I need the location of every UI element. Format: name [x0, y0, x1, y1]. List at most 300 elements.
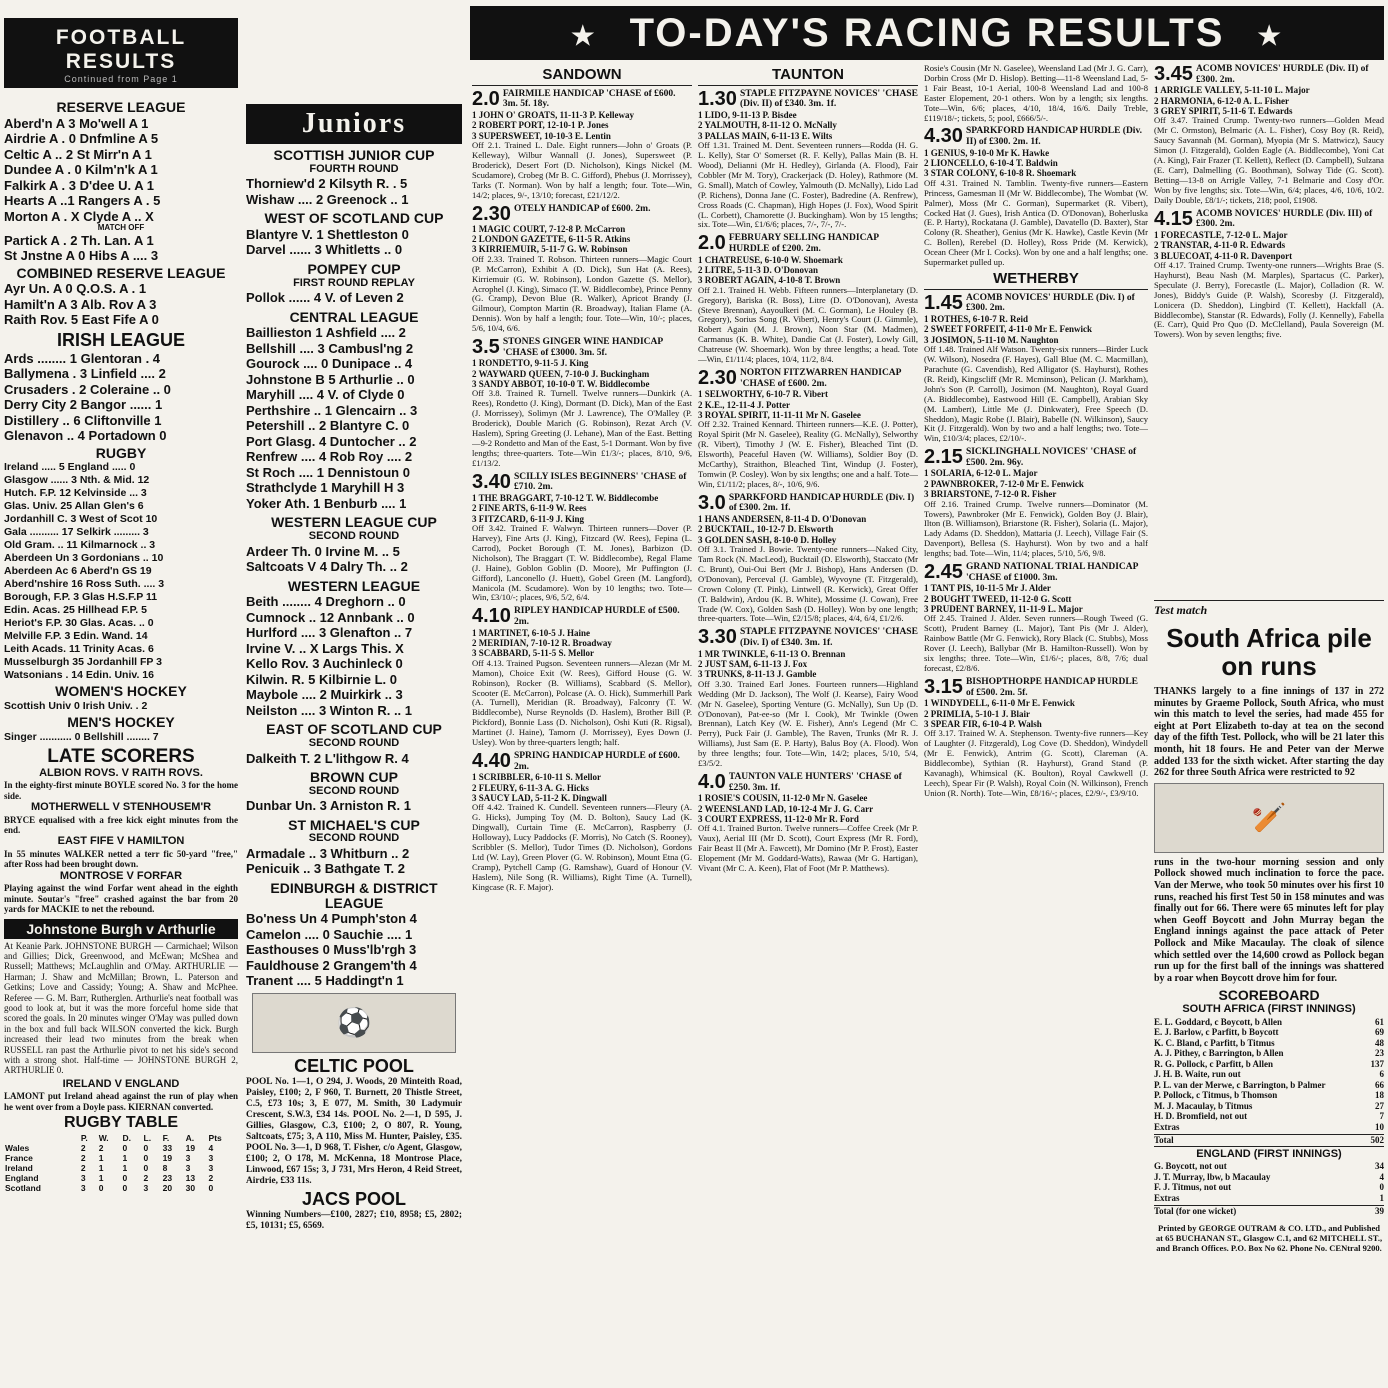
eng-total-row	[1154, 1205, 1384, 1217]
eng-innings-title: ENGLAND (FIRST INNINGS)	[1196, 1147, 1342, 1160]
runs: 27	[1375, 1100, 1384, 1111]
table-cell: 2	[80, 1152, 86, 1163]
race-title-line	[924, 126, 1148, 147]
result-row: Ardeer Th. 0 Irvine M. .. 5	[246, 543, 400, 559]
race-title-line	[472, 751, 692, 772]
race-placing: 3 JOSIMON, 5-11-10 M. Naughton	[924, 334, 1059, 345]
race-report: Off 3.47. Trained Crump. Twenty-two runners—Golden Mead (Mr C. Ormston), Belmaric (A. L. Fisher), Cosy Boy (R. Reid), Saucy Savannah (M. Gorman), Myopia (Mr S. Mattwicz), Saucy Simon (J. Fitzgerald), Golden Eagle (A. Biddlecombe), Yoni Cat (A. King), Fair Frazer (T. Kellett), Reflect (D. Campbell), Sulzana (E. Carr), Dalmelling (G. Boothman), Solway Tide (G. Scott). Betting—13-8 on Arrigle Valley, 7-1 Belmarie and Cosy d'Or. Won by five lengths; six. Tote—Win, 6/4; places, 4/6, 10/6, 10/2. Daily Double, £8/1/-; tickets, 218; pool, £1908.	[1154, 115, 1384, 205]
meeting-name: SANDOWN	[472, 67, 692, 86]
junior-section-round: SECOND ROUND	[308, 736, 400, 749]
irish-league-title: IRISH LEAGUE	[56, 329, 185, 350]
junior-section-title: BROWN CUP	[310, 769, 398, 785]
race-title: TAUNTON VALE HUNTERS' 'CHASE of £250. 3m. 1f.	[728, 771, 902, 793]
junior-section-round: FIRST ROUND REPLAY	[293, 276, 415, 289]
race-report: Rosie's Cousin (Mr N. Gaselee), Weensland Lad (Mr J. G. Carr), Dorbin Cross (Mr D. Hislop). Betting—11-8 Weensland Lad, 5-1 Fair Beast, 10-1 Aerial, 100-8 Weensland Lad and 100-8 Easter Elopement, 20-1 others. Won by a length; six lengths. Tote—Win, 6/6; places, 4/10, 18/4, 16/6. Daily Treble, £119/18/-; tickets, 5; pool, £666/5/-.	[924, 64, 1148, 123]
race-time: 3.40	[472, 470, 511, 493]
table-cell: 3	[185, 1162, 191, 1173]
racing-col-sandown	[472, 64, 692, 1388]
table-cell: 3	[80, 1172, 86, 1183]
race-report: Off 2.33. Trained T. Robson. Thirteen runners—Magic Court (P. McCarron), Exhibit A (D. Dick), Sun Hat (A. Rees), Kirriemuir (G. W. Robinson), London Gazette (S. Mellor), Acrophel (J. King), Simaco (T. W. Biddlecombe), Prince Penny (G. Cramp), Devon Blue (R. Walker), Apricot Brandy (J. Gilmour), Compton Martin (R. Broadway), Italian Flame (A. Dennis). Won by half a length; four. Tote—Win, 10/-; places, 5/6, 10/4, 6/6.	[472, 253, 692, 334]
race-time: 1.45	[924, 291, 963, 314]
scoreboard-row	[1154, 1182, 1384, 1193]
race-result	[698, 493, 918, 625]
result-row: Glasgow ...... 3 Nth. & Mid. 12	[4, 474, 150, 487]
sa-total-label: Total	[1154, 1135, 1174, 1146]
result-row: Dalkeith T. 2 L'lithgow R. 4	[246, 750, 409, 766]
result-row: Borough, F.P. 3 Glas H.S.F.P 11	[4, 591, 158, 604]
result-row: Bellshill .... 3 Cambusl'ng 2	[246, 340, 414, 356]
result-row: Irvine V. .. X Largs This. X	[246, 640, 404, 656]
result-row: Renfrew .... 4 Rob Roy .... 2	[246, 449, 413, 465]
race-placing: 3 KIRRIEMUIR, 5-11-7 G. W. Robinson	[472, 244, 628, 255]
result-row: Johnstone B 5 Arthurlie .. 0	[246, 371, 415, 387]
late-scorer-head: MOTHERWELL V STENHOUSEM'R	[30, 801, 212, 814]
result-row: Falkirk A . 3 D'dee U. A 1	[4, 177, 154, 193]
result-row: St Jnstne A 0 Hibs A .... 3	[4, 248, 159, 264]
table-header-cell: P.	[80, 1132, 88, 1143]
race-report: Off 4.17. Trained Crump. Twenty-one runners—Wrights Brae (S. Hayhurst), Beau Nash (M. Marples), Spartacus (C. Parker), Speculate (J. Berry), Forecastle (L. Major), Colladion (R. W. Jones), Biddy's Guide (P. Walsh), Scoresby (J. Fitzgerald), Lonicera (D. Sheddon), Lingbird (T. Kellett), Hackfall (A. Biddlecombe), Stanstar (R. Edwards), Folly (J. Kennelly), Fabella (E. Carr), Quid Pro Quo (D. McClelland), Paula Sovereign (M. Towers). Won by seven lengths; five.	[1154, 259, 1384, 340]
celtic-pool-body: POOL No. 1—1, O 294, J. Woods, 20 Minteith Road, Paisley, £100; 2, F 960, T. Burnett, 20 Thistle Street, C.5, £73 10s; 3, E 077, M. Smith, 30 Ladymuir Crescent, S.W.3, £34 14s. POOL No. 2—1, D 595, J. Gillies, Glasgow, C.3, £100; 2, O 807, R. Young, Saltcoats, £75; 3, A 110, Miss M. Hunter, Paisley, £35. POOL No. 3—1, D 968, T. Fisher, c/o Agent, Glasgow, £100; 2, O 178, M. McKenna, 18 Montrose Place, Linwood, £67 15s; 3, J 731, Mrs Heron, 4 Reid Street, Airdrie, £33 11s.	[246, 1076, 462, 1186]
table-header-cell	[4, 1133, 80, 1143]
test-match-body-1: THANKS largely to a fine innings of 137 in 272 minutes by Graeme Pollock, South Africa, who must win this match to level the series, had made 455 for eight at Port Elizabeth to-day at tea on the second day of the fifth Test. Pollock, who will be 21 later this month, hit 18 fours. He and Peter van der Merwe added 133 for the sixth wicket. After starting the day 262 for three South Africa were restricted to 92	[1154, 686, 1384, 779]
race-time: 2.30	[472, 202, 511, 225]
race-result	[472, 204, 692, 334]
race-title: FEBRUARY SELLING HANDICAP HURDLE of £200. 2m.	[728, 233, 879, 254]
junior-section-title: EDINBURGH & DISTRICT LEAGUE	[270, 879, 438, 911]
race-placing: 3 ROYAL SPIRIT, 11-11-11 Mr N. Gaselee	[698, 409, 861, 420]
race-placing: 3 SUPERSWEET, 10-10-3 E. Lentin	[472, 130, 611, 141]
table-cell: 1	[122, 1152, 128, 1163]
race-report: Off 2.1. Trained H. Webb. Fifteen runners—Interplanetary (D. Gregory), Bariska (R. Boss), Litre (D. O'Donovan), Avesta (Steve Brennan), Aayoulkeri (M. C. Gorman), Le Houley (B. Gregory), Sorius Song (R. Vibert), Henry's Court (J. Gimmle), Robert Again (M. J. Brown), Noon Star (M. Madmen), Carmanus (K. B. White), Dandie Cat (J. Foster), Lowly Gill, Chatreuse (W. Shoemark). Won by three lengths; a head. Tote—Win, £1/11/4; places, 10/4, 11/2, 8/4.	[698, 284, 918, 365]
late-scorer-head: EAST FIFE V HAMILTON	[57, 835, 185, 848]
table-cell: 20	[162, 1182, 173, 1193]
table-cell: England	[5, 1172, 39, 1183]
table-cell: Ireland	[5, 1162, 33, 1173]
race-placing: 2 FLEURY, 6-11-3 A. G. Hicks	[472, 782, 589, 793]
match-off-note: MATCH OFF	[97, 223, 145, 233]
table-cell: 2	[80, 1142, 86, 1153]
result-row: Maybole .... 2 Muirkirk .. 3	[246, 687, 403, 703]
race-time: 3.15	[924, 675, 963, 698]
table-cell: 2	[143, 1172, 149, 1183]
table-row	[4, 1143, 238, 1153]
table-cell: 19	[185, 1142, 196, 1153]
race-report: Off 2.45. Trained J. Alder. Seven runners—Rough Tweed (G. Scott), Prudent Barney (L. Major), Tant Pis (Mr J. Alder), Rainbow Battle (Mr G. Fenwick), Rory Black (C. Stubbs), Moss Rover (J. Leech), Ballybar (Mr B. Hamilton-Russell). Won by six lengths; three. Tote—Win, £1/6/-; places, 8/8, 7/6; dual forecast, £2/8/6.	[924, 613, 1148, 673]
race-report: Off 1.48. Trained Alf Watson. Twenty-six runners—Birder Luck (W. Wilson), Nosedra (F. Hayes), Gall Blue (M. C. Macmillan), Parachute (G. Cavendish), Red Alligator (S. Hayhurst), Rothes (R. Reid), Kingscliff (Mr R. Mcminson), Pelican (J. Markham), John's Son (P. Carroll), Josimon (M. Naughton), Royal Guard (A. Biddlecombe), Eastwood Hill (E. Campbell), Arabian Sky (M. Lambert), Little Me (J. Dinkwater), Free Speech (D. Sheddon), Magic Robe (J. Blair), Babelle (N. Wilkinson), Saucy Kit (J. Fitzgerald). Won by two and a half lengths; two. Tote—Win, £10/3/4; places, £2/10/-.	[924, 344, 1148, 444]
race-placing: 1 FORECASTLE, 7-12-0 L. Major	[1154, 229, 1288, 240]
scoreboard-row	[1154, 1122, 1384, 1133]
race-time: 2.15	[924, 446, 963, 469]
race-placing: 1 MARTINET, 6-10-5 J. Haine	[472, 627, 591, 638]
meeting-name: TAUNTON	[698, 67, 918, 86]
race-time: 4.0	[698, 770, 726, 793]
rugby-table-title: RUGBY TABLE	[63, 1114, 179, 1132]
race-report: Off 3.1. Trained J. Bowie. Twenty-one runners—Naked City, Tam Rock (N. MacLeod), Bucktail (D. Elsworth), Staccato (Mr C. Brunt), Oui-Oui Bert (Mr J. Bishop), Hans Andersen (D. O'Donovan), Perceval (J. Gamble), Wyvoyne (T. Fitzgerald), Crown Colony (T. Pink), Lintwell (R. Kerwick), Great Offer (T. Baldwin), Ardou (K. B. White), Mossime (J. Cowan), Free Trade (W. Cox), Golden Sash (D. Holley). Won by one length; three-quarters. Tote—Win, £2/15/8; places, 4/4, 6/4, £1/2/6.	[698, 544, 918, 624]
race-placing: 3 SANDY ABBOT, 10-10-0 T. W. Biddlecombe	[472, 379, 650, 390]
result-row: Blantyre V. 1 Shettleston 0	[246, 226, 409, 242]
scoreboard-row	[1154, 1161, 1384, 1172]
batsman: P. L. van der Merwe, c Barrington, b Palmer	[1154, 1079, 1326, 1090]
table-cell: 0	[98, 1182, 104, 1193]
race-title-line	[1154, 209, 1384, 230]
race-title-line	[698, 368, 918, 389]
star-icon-left: ★	[571, 20, 597, 51]
race-placing: 3 BLUECOAT, 4-11-0 R. Davenport	[1154, 250, 1293, 261]
table-header-cell: D.	[122, 1132, 132, 1143]
runs: 61	[1375, 1016, 1384, 1027]
result-row: Aberdeen Un 3 Gordonians .. 10	[4, 552, 164, 565]
result-row: Hutch. F.P. 12 Kelvinside ... 3	[4, 487, 147, 500]
result-row: St Roch .... 1 Dennistoun 0	[246, 464, 410, 480]
table-cell: 3	[208, 1162, 214, 1173]
race-placing: 3 PALLAS MAIN, 6-11-13 E. Wilts	[698, 130, 833, 141]
result-row: Partick A . 2 Th. Lan. A 1	[4, 232, 154, 248]
table-cell: 30	[185, 1182, 196, 1193]
race-placing: 3 GOLDEN SASH, 8-10-0 D. Holley	[698, 534, 837, 545]
race-time: 2.45	[924, 561, 963, 584]
race-time: 3.45	[1154, 64, 1193, 85]
race-title: ACOMB NOVICES' HURDLE (Div. II) of £300. 2m.	[1195, 64, 1369, 85]
table-cell: 0	[122, 1172, 128, 1183]
batsman: Extras	[1154, 1121, 1180, 1132]
race-result	[698, 368, 918, 490]
late-scorer-body: In 55 minutes WALKER netted a terr fic 50-yard "free," after Ross had been brought down.	[4, 848, 238, 870]
result-row: Pollok ...... 4 V. of Leven 2	[246, 290, 404, 306]
batsman: J. T. Murray, lbw, b Macaulay	[1154, 1171, 1271, 1182]
race-time: 3.5	[472, 336, 500, 359]
race-title: SPARKFORD HANDICAP HURDLE (Div. II) of £300. 2m. 1f.	[965, 126, 1143, 148]
race-placing: 1 SELWORTHY, 6-10-7 R. Vibert	[698, 389, 829, 400]
race-placing: 1 HANS ANDERSEN, 8-11-4 D. O'Donovan	[698, 513, 867, 524]
result-row: Dundee A . 0 Kilm'n'k A 1	[4, 162, 158, 178]
race-title: BISHOPTHORPE HANDICAP HURDLE of £500. 2m. 5f.	[965, 676, 1139, 698]
football-banner-title: FOOTBALL RESULTS	[55, 26, 187, 73]
scoreboard-row	[1154, 1017, 1384, 1028]
result-row: Aberdeen Ac 6 Aberd'n GS 19	[4, 565, 152, 578]
result-row: Maryhill .... 4 V. of Clyde 0	[246, 387, 405, 403]
race-result	[698, 89, 918, 231]
junior-section-title: WESTERN LEAGUE	[287, 577, 421, 594]
result-row: Hurlford .... 3 Glenafton .. 7	[246, 625, 413, 641]
runs: 4	[1379, 1171, 1384, 1182]
scoreboard-row	[1154, 1090, 1384, 1101]
race-placing: 1 SOLARIA, 6-12-0 L. Major	[924, 468, 1038, 479]
rugby-rows	[4, 461, 238, 682]
racing-col-taunton-wetherby	[924, 64, 1148, 1388]
batsman: P. Pollock, c Titmus, b Thomson	[1154, 1090, 1278, 1101]
test-match-kicker: Test match	[1154, 603, 1208, 617]
table-cell: 0	[122, 1182, 128, 1193]
race-placing: 2 K.E., 12-11-4 J. Potter	[698, 399, 790, 410]
jacs-pool-body: Winning Numbers—£100, 2827; £10, 8958; £5, 2802; £5, 10131; £5, 6569.	[246, 1209, 462, 1231]
late-scorer-head: MONTROSE V FORFAR	[59, 869, 183, 882]
result-row: Gourock .... 0 Dunipace .. 4	[246, 356, 413, 372]
race-placing: 3 SCABBARD, 5-11-5 S. Mellor	[472, 648, 594, 659]
junior-section-round: SECOND ROUND	[308, 784, 400, 797]
table-header-cell: Pts	[208, 1132, 222, 1143]
result-row: Ireland ..... 5 England ..... 0	[4, 461, 136, 474]
result-row: Cumnock .. 12 Annbank .. 0	[246, 609, 415, 625]
cricket-icon: 🏏	[1251, 802, 1287, 834]
race-placing: 2 PRIMLIA, 5-10-1 J. Blair	[924, 708, 1030, 719]
combined-reserve-rows	[4, 281, 238, 328]
batsman: R. G. Pollock, c Parfitt, b Allen	[1154, 1058, 1273, 1069]
race-title-line	[472, 606, 692, 627]
race-title: FAIRMILE HANDICAP 'CHASE of £600. 3m. 5f. 18y.	[502, 88, 676, 110]
late-scorer-head: ALBION ROVS. V RAITH ROVS.	[39, 766, 203, 779]
sa-total-row	[1154, 1134, 1384, 1147]
scoreboard-row	[1154, 1038, 1384, 1049]
race-report: Off 2.32. Trained Kennard. Thirteen runners—K.E. (J. Potter), Royal Spirit (Mr N. Gaselee), Reality (G. McNally), Selworthy (R. Vibert), Timothy J (W. E. Fisher), Bleached Tint (D. Elsworth), Peaceful Haven (W. Williams), Soldier Boy (D. McCarthy), Straithon, Bleached Tint, Windup (J. Foster), Tomwin (P. Cosley). Won by six lengths; one and a half. Tote—Win, £1/11/2; places, 8/-, 10/6, 9/6.	[698, 419, 918, 489]
table-cell: 19	[162, 1152, 173, 1163]
race-time: 2.0	[472, 87, 500, 110]
table-cell: 0	[143, 1142, 149, 1153]
juniors-sections	[246, 148, 462, 989]
result-row: Kello Rov. 3 Auchinleck 0	[246, 656, 403, 672]
race-placing: 2 LIONCELLO, 6-10-4 T. Baldwin	[924, 158, 1058, 169]
race-placing: 1 ROSIE'S COUSIN, 11-12-0 Mr N. Gaselee	[698, 793, 868, 804]
race-report: Off 1.31. Trained M. Dent. Seventeen runners—Rodda (H. G. L. Kelly), Star O' Somerset (R. F. Kelly), Pallas Main (B. H. Wood), Delianni (Mr H. Hedley), Girlanda (A. Flood), Fair Cobbler (Mr M. Tory), Crackerjack (D. Holey), Rathmore (M. G. Small), Match of Cowley, Yalmouth (D. McNally), Lido Lad (P. Richens), Donna Jane (C. Foster), Badredine (A. Renfrew), Cross Roads (C. Chapman), High Hopes (J. Fox), Wood Spirit (L. Corbett), Chamorette (J. Buckingham). Won by 15 lengths; six. Tote—Win, £1/6/6; places, 7/-, 7/-, 7/-.	[698, 140, 918, 230]
race-time: 3.30	[698, 626, 737, 649]
race-title: NORTON FITZWARREN HANDICAP 'CHASE of £600. 2m.	[739, 367, 901, 389]
race-title: STAPLE FITZPAYNE NOVICES' 'CHASE (Div. II) of £340. 3m. 1f.	[739, 88, 918, 110]
result-row: Edin. Acas. 25 Hillhead F.P. 5	[4, 604, 147, 617]
imprint: Printed by GEORGE OUTRAM & CO. LTD., and Published at 65 BUCHANAN ST., Glasgow C.1, and 62 MITCHELL ST., and Branch Offices. P.O. Box No 62. Phone No. CENtral 9200.	[1155, 1222, 1383, 1254]
race-title-line	[698, 772, 918, 793]
scoreboard-row	[1154, 1111, 1384, 1122]
late-scorer-body: Playing against the wind Forfar went ahead in the eighth minute. Soutar's "free" crashed against the bar from 20 yards for MACKIE to net the rebound.	[4, 883, 238, 915]
race-title: RIPLEY HANDICAP HURDLE of £500. 2m.	[513, 606, 680, 627]
result-row: Hearts A ..1 Rangers A . 5	[4, 193, 161, 209]
result-row: Beith ........ 4 Dreghorn .. 0	[246, 594, 406, 610]
race-time: 4.40	[472, 749, 511, 772]
race-placing: 1 GENIUS, 9-10-0 Mr K. Hawke	[924, 147, 1050, 158]
race-placing: 2 HARMONIA, 6-12-0 A. L. Fisher	[1154, 95, 1289, 106]
race-result	[698, 772, 918, 874]
result-row: Airdrie A . 0 Dnfmline A 5	[4, 131, 159, 147]
result-row: Port Glasg. 4 Duntocher .. 2	[246, 433, 417, 449]
result-row: Hamilt'n A 3 Alb. Rov A 3	[4, 296, 157, 312]
race-result	[924, 64, 1148, 123]
table-cell: 3	[143, 1182, 149, 1193]
race-placing: 1 JOHN O' GROATS, 11-11-3 P. Kelleway	[472, 109, 635, 120]
race-report: Off 3.42. Trained F. Walwyn. Thirteen runners—Dover (P. Harvey), Fine Arts (J. King), Fitzcard (W. Rees), Fepina (L. Carrod), Pocket Borough (T. M. Jones), Barbizon (D. Nicholson), The Braggart (T. W. Biddlecombe), Regal Flame (J. Haine), Goblon Goblin (D. Moore), Mr Puffington (J. Gifford), Lanconello (J. Huett), Gobel Green (M. Langford), Manicola (M. Scudamore). Won by 10 lengths; two. Tote—Win, £3/10/-; places, 9/6, 5/2, 6/4.	[472, 523, 692, 603]
runs: 137	[1370, 1058, 1384, 1069]
result-row: Tranent .... 5 Haddingt'n 1	[246, 973, 404, 989]
race-report: Off 3.17. Trained W. A. Stephenson. Twenty-five runners—Key of Laughter (J. Fitzgerald), Log Cove (D. Sheddon), Windydell (Mr E. Fenwick), Antrim (G. Scott), Clareman (A. Biddlecombe), Sythian (R. Hayhurst), Grand Stand (P. Kavanagh), Whimsical (K. Boulton), Royal Cawkwell (J. Leech), Spear Fir (P. Walsh), Royal Coin (N. Wilkinson), French Union (R. North). Tote—Win, £8/16/-; places, £2/9/-, £3/9/10.	[924, 728, 1148, 798]
race-placing: 1 CHATREUSE, 6-10-0 W. Shoemark	[698, 254, 843, 265]
eng-total-value: 39	[1375, 1206, 1384, 1217]
race-report: Off 4.31. Trained N. Tamblin. Twenty-five runners—Eastern Princess, Gamesman II (Mr W. Biddlecombe), The Wombat (W. Palmer), Moss (Mr C. Gorman), Supermarket (R. Vibert), Cocked Hat (J. Gues), Irish Antica (D. O'Donovan), Boherluska (E. P. Harty), Rockatana (J. Gamble), Davatello (D. Baxter), Star Colony (R. Sheather), Genius (Mr K. Hawke), Castle Kevin (Mr C. Bollen), Rerebel (D. Holley), Ross Pride (M. Kerwick), Ocean Cheer (Mr I. Cocks). Won by one and a half lengths; one. Supermarket pulled up.	[924, 177, 1148, 268]
result-row: Camelon .... 0 Sauchie .... 1	[246, 926, 413, 942]
race-result	[472, 472, 692, 604]
result-row: Gala .......... 17 Selkirk ......... 3	[4, 526, 149, 539]
racing-banner	[470, 6, 1384, 60]
race-placing: 1 ROTHES, 6-10-7 R. Reid	[924, 313, 1029, 324]
junior-section-title: CENTRAL LEAGUE	[289, 308, 419, 325]
result-row: Jordanhill C. 3 West of Scot 10	[4, 513, 158, 526]
race-placing: 1 ARRIGLE VALLEY, 5-11-10 L. Major	[1154, 85, 1310, 96]
result-row: Old Gram. .. 11 Kilmarnock .. 3	[4, 539, 156, 552]
race-time: 1.30	[698, 87, 737, 110]
reserve-league-rows	[4, 116, 238, 264]
table-cell: France	[5, 1152, 33, 1163]
race-report: Off 2.1. Trained L. Dale. Eight runners—John o' Groats (P. Kelleway), Wilbur Wannall (J. Jones), Supersweet (P. Broderick), Desert Fort (D. Nicholson), Kings Nickel (M. Scudamore), Crobeg (Mr B. C. Gifford), Phebus (J. Morrissey), Tarks (T. Norman). Won by half a length; four. Tote—Win, 14/2; places, 9/-, 13/10; forecast, £21/12/2.	[472, 140, 692, 200]
johnstone-title: Johnstone Burgh v Arthurlie	[4, 919, 238, 939]
table-row	[4, 1173, 238, 1183]
race-title-line	[698, 89, 918, 110]
race-title-line	[924, 293, 1148, 314]
result-row: Darvel ...... 3 Whitletts .. 0	[246, 242, 403, 258]
race-time: 3.0	[698, 491, 726, 514]
table-cell: 2	[208, 1172, 214, 1183]
race-title-line	[472, 337, 692, 358]
table-row	[4, 1163, 238, 1173]
junior-section-round: SECOND ROUND	[308, 832, 400, 845]
football-column	[4, 0, 238, 1388]
race-title: ACOMB NOVICES' HURDLE (Div. III) of £300. 2m.	[1195, 208, 1373, 230]
table-cell: 2	[98, 1142, 104, 1153]
race-placing: 3 ROBERT AGAIN, 4-10-8 T. Brown	[698, 275, 841, 286]
batsman: E. L. Goddard, c Boycott, b Allen	[1154, 1016, 1283, 1027]
race-placing: 1 SCRIBBLER, 6-10-11 S. Mellor	[472, 772, 602, 783]
race-title-line	[698, 493, 918, 514]
race-report: Off 4.1. Trained Burton. Twelve runners—Coffee Creek (Mr P. Vaux), Aerial III (Mr D. Scott), Court Express (Mr R. Ford), Fair Beast II (Mr A. Fawcett), Mr Domino (Mr P. Frost), Easter Elopement (Mr M. Goddard-Watts), Rawaa (Mr G. Hartigan), Vivant (Mr C. A. Keen), Flat of Foot (Mr P. Matthews).	[698, 823, 918, 873]
batsman: M. J. Macaulay, b Titmus	[1154, 1100, 1253, 1111]
race-placing: 2 MERIDIAN, 7-10-12 R. Broadway	[472, 637, 612, 648]
result-row: Glenavon .. 4 Portadown 0	[4, 428, 167, 444]
table-cell: 23	[162, 1172, 173, 1183]
result-row: Baillieston 1 Ashfield .... 2	[246, 325, 406, 341]
eng-total-label: Total (for one wicket)	[1154, 1206, 1237, 1217]
race-placing: 3 COURT EXPRESS, 11-12-0 Mr R. Ford	[698, 813, 859, 824]
race-placing: 2 TRANSTAR, 4-11-0 R. Edwards	[1154, 240, 1286, 251]
table-cell: 1	[98, 1152, 104, 1163]
rugby-table	[4, 1133, 238, 1193]
race-placing: 2 YALMOUTH, 8-11-12 O. McNally	[698, 120, 837, 131]
racing-col-wetherby-cont	[1154, 64, 1384, 630]
race-result	[698, 627, 918, 769]
scoreboard-row	[1154, 1027, 1384, 1038]
race-title: STAPLE FITZPAYNE NOVICES' 'CHASE (Div. I) of £340. 3m. 1f.	[739, 627, 918, 648]
result-row: Saltcoats V 4 Dalry Th. .. 2	[246, 559, 408, 575]
reserve-league-title: RESERVE LEAGUE	[56, 99, 186, 115]
football-banner	[4, 18, 238, 88]
race-placing: 2 BOUGHT TWEED, 11-12-0 G. Scott	[924, 593, 1072, 604]
race-placing: 1 MAGIC COURT, 7-12-8 P. McCarron	[472, 223, 626, 234]
race-report: Off 3.8. Trained R. Turnell. Twelve runners—Dunkirk (A. Rees), Rondetto (J. King), Dormant (D. Dick), Man of the East (J. Morrissey), Solimyn (Mr J. Lawrence), The O'Malley (P. Broderick), Double Marich (G. Robinson), Rezat Arch (V. Haslem), Spring Greeting (J. Lehane), Man of the East. Betting—9-2 Rondetto and Man of the East, 5-1 Dormant. Won by five lengths; three-quarters. Tote—Win £1/3/-; places, 8/10, 9/6, £1/13/2.	[472, 388, 692, 468]
race-placing: 1 MR TWINKLE, 6-11-13 O. Brennan	[698, 648, 846, 659]
race-result	[924, 447, 1148, 559]
runs: 23	[1375, 1048, 1384, 1059]
runs: 7	[1379, 1111, 1384, 1122]
race-placing: 3 FITZCARD, 6-11-9 J. King	[472, 513, 585, 524]
johnstone-report: At Keanie Park. JOHNSTONE BURGH — Carmichael; Wilson and Gillies; Dick, Greenwood, and McEwan; McShea and Russell; Matthews; McLaughlin and O'May. ARTHURLIE — Harman; J. Shaw and McMillan; Brown, L. Paterson and Getkins; Love and Cassidy; Young; A. Shaw and McPhee. Referee — G. M. Barr, Rutherglen. Arthurlie's neat football was good to look at, but it was the more forceful home side that scored the goals. In 20 minutes winger O'May was pulled down in the box and full back WILSON converted the kick. Burgh increased their lead two minutes from the break when RUSSELL ran past the Arthurlie pivot to net his side's second with a strong shot. Half-time — JOHNSTONE BURGH 2, ARTHURLIE 0.	[4, 940, 238, 1076]
junior-section-round: FOURTH ROUND	[309, 162, 399, 175]
late-scorers-list	[4, 768, 238, 915]
celtic-pool-title: CELTIC POOL	[294, 1055, 414, 1076]
scoreboard-row	[1154, 1069, 1384, 1080]
table-cell: 0	[143, 1162, 149, 1173]
jacs-pool-title: JACS POOL	[301, 1188, 407, 1209]
table-header-cell: W.	[98, 1132, 109, 1143]
table-cell: 1	[98, 1162, 104, 1173]
race-time: 4.30	[924, 125, 963, 148]
rugby-title: RUGBY	[95, 444, 147, 461]
race-placing: 3 TRUNKS, 8-11-13 J. Gamble	[698, 669, 817, 680]
race-title-line	[698, 627, 918, 648]
race-placing: 2 PAWNBROKER, 7-12-0 Mr E. Fenwick	[924, 478, 1084, 489]
result-row: Morton A . X Clyde A .. X	[4, 208, 154, 224]
runs: 48	[1375, 1037, 1384, 1048]
race-report: Off 3.30. Trained Earl Jones. Fourteen runners—Highland Wedding (Mr D. Jackson), The Wolf (J. Kearse), Fairy Wood (Mr N. Gaselee), Sporting Venture (G. McNally), Sun Up (D. O'Donovan), Pat-ee-so (Mr I. Cook), Mr Twinkle (Owen Brennan), Latch Key (W. E. Fisher), Ann's Legend (Mr C. Perry), Puck Fair (J. Gamble), The Raven, Trunks (Mr R. J. Williams), Just Sam (E. P. Harty), Balus Boy (A. Flood). Won by three lengths; four. Tote—Win, 14/2; places, 5/10, 5/4, £3/5/2.	[698, 678, 918, 769]
race-title-line	[1154, 64, 1384, 85]
race-result	[698, 233, 918, 365]
result-row: Wishaw .... 2 Greenock .. 1	[246, 191, 409, 207]
table-cell: 4	[208, 1142, 214, 1153]
result-row: Bo'ness Un 4 Pumph'ston 4	[246, 911, 417, 927]
junior-section-title: ST MICHAEL'S CUP	[288, 816, 420, 833]
race-title: SCILLY ISLES BEGINNERS' 'CHASE of £710. 2m.	[513, 471, 687, 493]
combined-reserve-title: COMBINED RESERVE LEAGUE	[16, 264, 226, 281]
table-cell: 8	[162, 1162, 168, 1173]
result-row: Glas. Univ. 25 Allan Glen's 6	[4, 500, 144, 513]
race-time: 2.30	[698, 366, 737, 389]
result-row: Strathclyde 1 Maryhill H 3	[246, 480, 405, 496]
cricketer-illustration	[1154, 783, 1384, 853]
table-cell: 33	[162, 1142, 173, 1153]
result-row: Easthouses 0 Muss'lb'rgh 3	[246, 942, 417, 958]
meeting-name: WETHERBY	[924, 271, 1148, 290]
runs: 10	[1375, 1121, 1384, 1132]
goalpost-icon: ⚽	[336, 1007, 372, 1039]
scoreboard-title: SCOREBOARD	[1218, 987, 1320, 1004]
result-row: Watsonians . 14 Edin. Univ. 16	[4, 669, 154, 682]
table-row	[4, 1183, 238, 1193]
result-row: Leith Acads. 11 Trinity Acas. 6	[4, 643, 154, 656]
race-title-line	[472, 89, 692, 110]
race-placing: 2 WAYWARD QUEEN, 7-10-0 J. Buckingham	[472, 368, 650, 379]
table-cell: 0	[143, 1152, 149, 1163]
test-match-headline: South Africa pile on runs	[1166, 623, 1372, 681]
junior-section-title: SCOTTISH JUNIOR CUP	[273, 147, 435, 163]
table-header-cell: F.	[162, 1132, 170, 1143]
result-row: Celtic A .. 2 St Mirr'n A 1	[4, 146, 152, 162]
junior-section-title: EAST OF SCOTLAND CUP	[266, 721, 442, 738]
table-cell: 0	[122, 1142, 128, 1153]
race-placing: 3 SPEAR FIR, 6-10-4 P. Walsh	[924, 718, 1042, 729]
batsman: Extras	[1154, 1192, 1180, 1203]
result-row: Penicuik .. 3 Bathgate T. 2	[246, 861, 405, 877]
batsman: G. Boycott, not out	[1154, 1161, 1227, 1172]
result-row: Aberd'nshire 16 Ross Suth. .... 3	[4, 578, 165, 591]
race-result	[472, 89, 692, 201]
race-placing: 2 ROBERT PORT, 12-10-1 P. Jones	[472, 120, 609, 131]
late-scorers-title: LATE SCORERS	[47, 745, 195, 767]
table-cell: 13	[185, 1172, 196, 1183]
table-cell: 0	[208, 1182, 214, 1193]
result-row: Ards ........ 1 Glentoran . 4	[4, 350, 161, 366]
result-row: Ballymena . 3 Linfield .... 2	[4, 366, 166, 382]
runs: 6	[1379, 1069, 1384, 1080]
result-row: Neilston .... 3 Winton R. .. 1	[246, 702, 413, 718]
juniors-column	[246, 0, 462, 1388]
race-title-line	[924, 677, 1148, 698]
junior-section-title: WESTERN LEAGUE CUP	[271, 514, 437, 531]
junior-section-title: POMPEY CUP	[307, 260, 401, 277]
late-scorer-body: BRYCE equalised with a free kick eight minutes from the end.	[4, 814, 238, 835]
batsman: E. J. Barlow, c Parfitt, b Boycott	[1154, 1027, 1279, 1038]
